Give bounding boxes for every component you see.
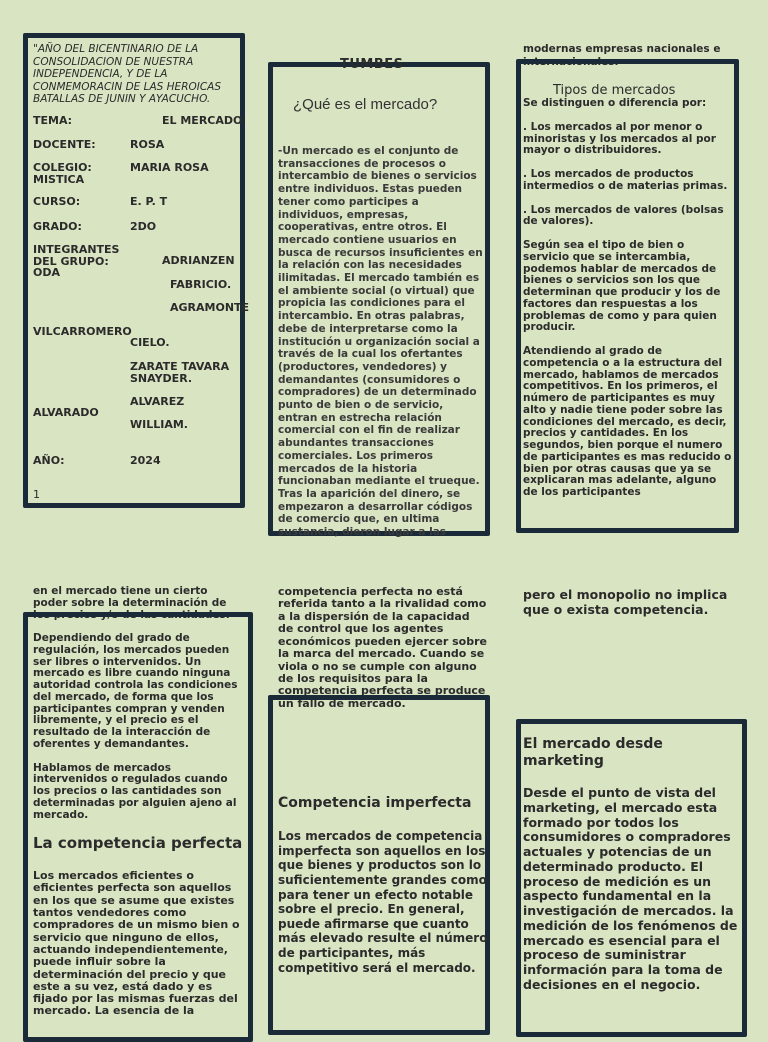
regulation-paragraph: Hablamos de mercados intervenidos o regulados cuando los precios o las cantidades son determinadas por alguien ajeno al mercado. [33,761,237,821]
member-6-surname: ALVAREZ [130,395,185,408]
tema-label: TEMA: [33,114,73,127]
regulation-paragraph: Dependiendo del grado de regulación, los mercados pueden ser libres o intervenidos. Un mercado es libre cuando ninguna autoridad controla las condiciones del mercado, de forma que los participantes compran y venden libremente, y el precio es el resultado de la interacción de oferentes y demandantes. [33,632,238,750]
regulation-top-text: en el mercado tiene un cierto poder sobre la determinación de los precios y/o de las cantidades. [33,585,230,621]
colegio-label: COLEGIO: [33,161,92,174]
docente-value: ROSA [130,138,165,151]
anio-value: 2024 [130,454,161,467]
colegio-value-cont: MISTICA [33,173,85,186]
integrantes-label-3: ODA [33,266,60,279]
member-6-name: WILLIAM. [130,418,188,431]
perfect-competition-body: Los mercados eficientes o eficientes perfecta son aquellos en los que se asume que existes tantos vendedores como compradores de un mismo bien o servicio que ninguno de ellos, actuando independientemente, puede influir sobre la determinación del precio y que este a su vez, está dado y es fijado por las mismas fuerzas del mercado. La esencia de la [33,869,240,1018]
perfect-competition-title: La competencia perfecta [33,834,243,853]
market-types-title: Tipos de mercados [553,83,676,98]
member-5-name: SNAYDER. [130,372,193,385]
market-type-item: . Los mercados de productos intermedios o de materias primas. [523,168,728,192]
what-is-market-title: ¿Qué es el mercado? [293,96,438,113]
page-number: 1 [33,488,40,501]
tumbes-header: TUMBES [340,57,404,72]
marketing-body: Desde el punto de vista del marketing, el mercado esta formado por todos los consumidores o compradores actuales y potencias de un determinado producto. El proceso de medición es un aspecto fundamental en la investigación de mercados. la medición de los fenómenos de mercado es esencial para el proceso de suministrar información para la toma de decisiones en el negocio. [523,785,738,992]
docente-label: DOCENTE: [33,138,96,151]
perfect-competition-content [33,633,245,1030]
curso-label: CURSO: [33,195,81,208]
integrantes-label-2: DEL GRUPO: [33,255,109,268]
cover-motto: "AÑO DEL BICENTINARIO DE LA CONSOLIDACION DE NUESTRA INDEPENDENCIA, Y DE LA CONMEMORACIN DE LAS HEROICAS BATALLAS DE JUNIN Y AYACUCHO. [33,43,222,106]
imperfect-competition-body: Los mercados de competencia imperfecta son aquellos en los que bienes y productos son lo suficientemente grandes como para tener un efecto notable sobre el precio. En general, puede afirmarse que cuanto más elevado resulte el número de participantes, más competitivo será el mercado. [278,829,488,975]
member-2: FABRICIO. [170,278,232,291]
anio-label: AÑO: [33,454,65,467]
imperfect-competition-title: Competencia imperfecta [278,795,472,811]
grado-label: GRADO: [33,220,82,233]
market-types-intro: Se distinguen o diferencia por: [523,97,707,109]
market-type-item: . Los mercados de valores (bolsas de valores). [523,203,724,228]
member-5-surname: ZARATE TAVARA [130,360,230,373]
member-4-name: CIELO. [130,336,170,349]
market-types-paragraph: Según sea el tipo de bien o servicio que se intercambia, podemos hablar de mercados de bienes o servicios son los que determinan que producir y los de factores dan respuestas a los problemas de como y para quien producir. [523,239,721,334]
types-top-text: modernas empresas nacionales e internacionales. [523,43,721,68]
market-types-paragraph: Atendiendo al grado de competencia o a la estructura del mercado, hablamos de mercados competitivos. En los primeros, el número de participantes es muy alto y nadie tiene poder sobre las condiciones del mercado, es decir, precios y cantidades. En los segundos, bien porque el numero de participantes es mas reducido o bien por otras causas que ya se explicaran mas adelante, alguno de los participantes [523,345,732,498]
marketing-title: El mercado desde marketing [523,736,663,769]
grado-value: 2DO [130,220,157,233]
market-type-item: . Los mercados al por menor o minoristas y los mercados al por mayor o distribuidores. [523,120,716,157]
integrantes-label: INTEGRANTES [33,243,120,256]
market-types-content [523,98,733,511]
member-3: AGRAMONTE [170,301,250,314]
imperfect-top-text: competencia perfecta no está referida tanto a la rivalidad como a la dispersión de la capacidad de control que los agentes económicos pueden ejercer sobre la marca del mercado. Cuando se viola o no se cumple con alguno de los requisitos para la competencia perfecta se produce un fallo de mercado. [278,585,487,710]
member-1: ADRIANZEN [162,254,235,267]
curso-value: E. P. T [130,195,168,208]
tema-value: EL MERCADO [162,114,243,127]
member-6-surname-2: ALVARADO [33,406,99,419]
colegio-value: MARIA ROSA [130,161,209,174]
monopoly-top-text: pero el monopolio no implica que o exista competencia. [523,587,728,617]
member-4-surname: VILCARROMERO [33,325,132,338]
what-is-market-body: -Un mercado es el conjunto de transacciones de procesos o intercambio de bienes o servicios entre individuos. Estas pueden tener como participes a individuos, empresas, cooperativas, entre otros. El mercado contiene usuarios en busca de recursos insuficientes en la relación con las necesidades ilimitadas. El mercado también es el ambiente social (o virtual) que propicia las condiciones para el intercambio. En otras palabras, debe de interpretarse como la institución u organización social a través de la cual los ofertantes (productores, vendedores) y demandantes (consumidores o compradores) de un determinado punto de bien o de servicio, entran en estrecha relación comercial con el fin de realizar abundantes transacciones comerciales. Los primeros mercados de la historia funcionaban mediante el trueque. Tras la aparición del dinero, se empezaron a desarrollar códigos de comercio que, en ultima sustancia, dieron lugar a las [278,145,483,539]
